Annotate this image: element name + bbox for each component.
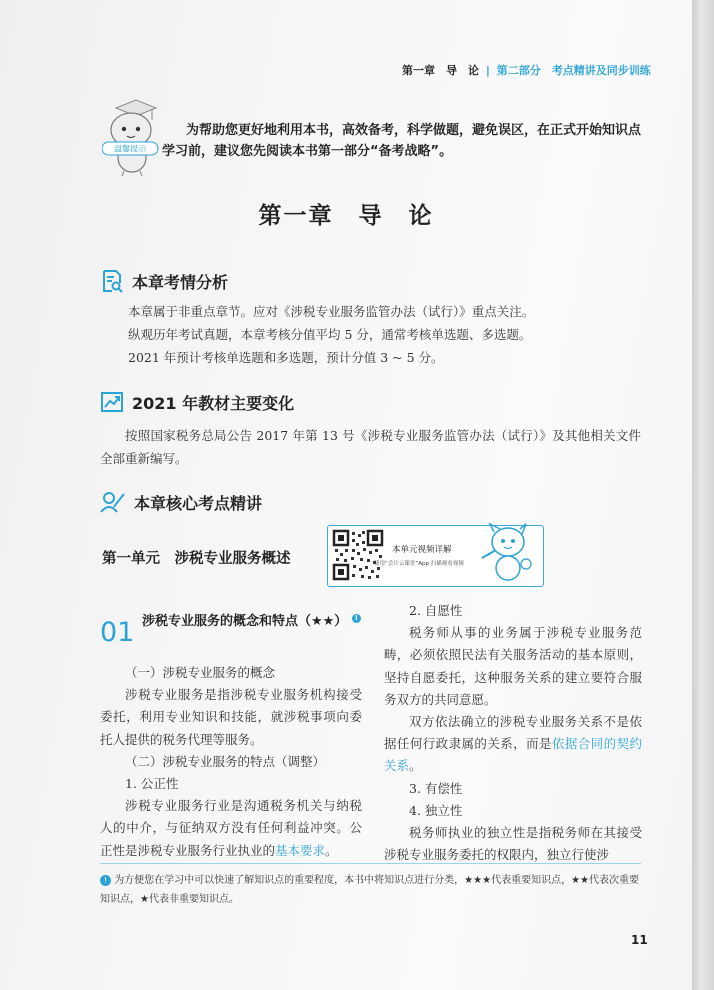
analysis-line: 本章属于非重点章节。应对《涉税专业服务监管办法（试行）》重点关注。 [128,304,535,319]
knowledge-point-title [142,611,366,633]
running-head [402,62,651,78]
search-document-icon [100,269,124,293]
page-number: 11 [631,933,648,947]
left-para-fairness [100,795,362,862]
changes-text: 按照国家税务总局公告 2017 年第 13 号《涉税专业服务监管办法（试行）》及其他相关文件全部重新编写。 [100,428,641,466]
section-heading-core-text: 本章核心考点精讲 [134,493,263,513]
right-para-contract-end: 。 [409,758,422,774]
running-head-chapter: 第一章 导 论 [402,64,479,77]
qr-title: 本单元视频详解 [392,545,452,555]
info-icon: ! [100,875,111,886]
trend-chart-icon [100,390,124,414]
person-pen-icon [100,490,126,514]
mascot-icon [102,96,160,176]
highlight-contract-relation: 依据合同的契约关系 [384,736,642,774]
running-head-separator: | [485,64,490,77]
left-para-fairness-text: 涉税专业服务行业是沟通税务机关与纳税人的中介，与征纳双方没有任何利益冲突。公正性是涉税专业服务行业执业的 [100,798,362,858]
section-heading-analysis-text: 本章考情分析 [132,272,229,292]
analysis-line: 2021 年预计考核单选题和多选题，预计分值 3 ~ 5 分。 [128,350,444,365]
section-heading-changes [100,389,294,415]
teacher-mascot-icon [480,520,532,584]
mascot-badge: 温馨提示 [114,144,146,154]
highlight-basic-requirement: 基本要求 [275,842,326,858]
right-para-voluntary: 税务师从事的业务属于涉税专业服务范畴，必须依照民法有关服务活动的基本原则，坚持自愿委托，这种服务关系的建立要符合服务双方的共同意愿。 [384,625,642,707]
knowledge-point-number: 01 [100,617,135,648]
right-heading-voluntary: 2. 自愿性 [409,603,463,618]
right-para-contract-text: 双方依法确立的涉税专业服务关系不是依据任何行政隶属的关系，而是 [384,714,642,752]
right-heading-independence: 4. 独立性 [409,802,463,818]
right-column [384,600,642,866]
knowledge-point-title-text: 涉税专业服务的概念和特点（★★） [142,614,348,629]
running-head-part: 第二部分 考点精讲及同步训练 [496,64,651,77]
left-para-concept: 涉税专业服务是指涉税专业服务机构接受委托，利用专业知识和技能，就涉税事项向委托人提供的税务代理等服务。 [100,687,362,747]
left-heading-features: （二）涉税专业服务的特点（调整） [125,753,326,769]
footnote-divider [100,863,641,864]
left-heading-concept: （一）涉税专业服务的概念 [125,665,276,680]
unit-title: 第一单元 涉税专业服务概述 [102,551,291,567]
footnote [100,871,645,909]
right-para-independence: 税务师执业的独立性是指税务师在其接受涉税专业服务委托的权限内，独立行使涉 [384,825,642,863]
left-heading-fairness: 1. 公正性 [125,776,179,792]
right-para-contract [384,711,642,778]
tip-text: 为帮助您更好地利用本书，高效备考，科学做题，避免误区，在正式开始知识点学习前，建议您先阅读本书第一部分“备考战略”。 [162,123,642,159]
left-column [100,662,362,862]
footnote-text: 为方便您在学习中可以快速了解知识点的重要程度，本书中将知识点进行分类，★★★代表重要知识点，★★代表次重要知识点，★代表非重要知识点。 [100,875,640,905]
section-heading-changes-text: 2021 年教材主要变化 [132,393,295,413]
section-heading-core [100,489,262,515]
qr-code-icon[interactable] [332,529,384,581]
section-heading-analysis [100,268,228,294]
left-para-fairness-end: 。 [325,842,338,858]
page-edge [692,0,714,990]
qr-subtitle: 使用“会计云课堂”App 扫描观看视频 [374,561,464,567]
chapter-title: 第一章 导 论 [258,203,434,229]
info-icon: ! [352,614,361,623]
analysis-line: 纵观历年考试真题，本章考核分值平均 5 分，通常考核单选题、多选题。 [128,327,532,342]
right-heading-paid: 3. 有偿性 [409,780,463,796]
